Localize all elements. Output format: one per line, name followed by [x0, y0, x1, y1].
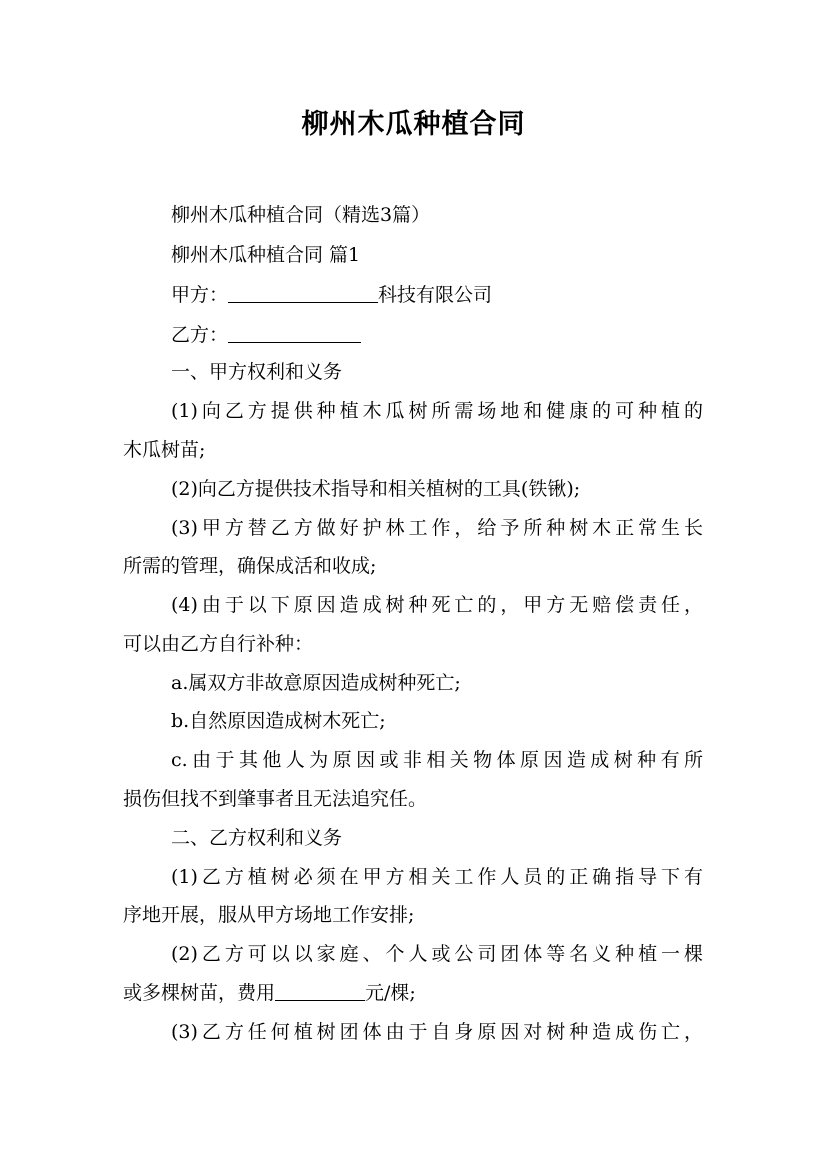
party-a-suffix: 科技有限公司	[378, 284, 493, 306]
heading-party-a-rights: 一、甲方权利和义务	[171, 361, 343, 383]
subtitle-line: 柳州木瓜种植合同（精选3篇）	[171, 204, 431, 226]
clause-a1-line1: (1)向乙方提供种植木瓜树所需场地和健康的可种植的	[171, 400, 703, 422]
party-b-line	[171, 320, 361, 347]
party-a-line	[171, 280, 492, 307]
party-a-blank	[228, 284, 378, 303]
party-b-blank	[228, 324, 361, 343]
clause-b3-line1: (3)乙方任何植树团体由于自身原因对树种造成伤亡，	[171, 1021, 703, 1043]
clause-b2-line2	[123, 978, 416, 1005]
clause-a4-item-a: a.属双方非故意原因造成树种死亡;	[171, 672, 461, 694]
clause-b1-line2: 序地开展，服从甲方场地工作安排;	[123, 904, 415, 926]
clause-a4-item-b: b.自然原因造成树木死亡;	[171, 710, 386, 732]
section-heading-1: 柳州木瓜种植合同 篇1	[171, 244, 361, 266]
clause-b2-line1: (2)乙方可以以家庭、个人或公司团体等名义种植一棵	[171, 943, 703, 965]
clause-a4-item-c-line1: c.由于其他人为原因或非相关物体原因造成树种有所	[171, 749, 703, 771]
clause-a2: (2)向乙方提供技术指导和相关植树的工具(铁锹);	[171, 478, 581, 500]
clause-a3-line2: 所需的管理，确保成活和收成;	[123, 555, 377, 577]
document-title: 柳州木瓜种植合同	[301, 109, 526, 140]
fee-label: 或多棵树苗，费用	[123, 982, 276, 1004]
heading-party-b-rights: 二、乙方权利和义务	[171, 827, 343, 849]
fee-unit: 元/棵;	[365, 982, 416, 1004]
clause-a4-item-c-line2: 损伤但找不到肇事者且无法追究任。	[123, 788, 428, 810]
clause-b1-line1: (1)乙方植树必须在甲方相关工作人员的正确指导下有	[171, 866, 703, 888]
clause-a3-line1: (3)甲方替乙方做好护林工作，给予所种树木正常生长	[171, 517, 703, 539]
party-b-label: 乙方：	[171, 324, 229, 346]
clause-a4-line2: 可以由乙方自行补种：	[123, 633, 314, 655]
party-a-label: 甲方：	[171, 284, 229, 306]
fee-blank	[275, 982, 365, 1001]
clause-a1-line2: 木瓜树苗;	[123, 439, 206, 461]
clause-a4-line1: (4)由于以下原因造成树种死亡的，甲方无赔偿责任，	[171, 594, 703, 616]
